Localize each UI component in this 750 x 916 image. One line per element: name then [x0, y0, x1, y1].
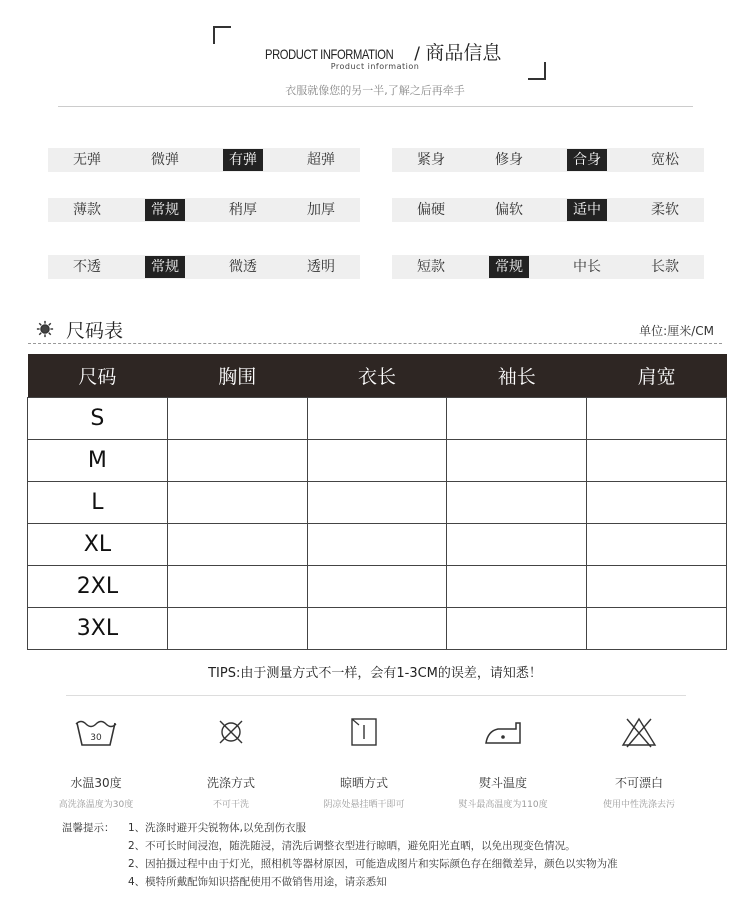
header-divider	[58, 106, 693, 107]
size-value-cell	[587, 523, 727, 565]
attribute-option-selected	[204, 148, 282, 172]
attribute-option	[470, 148, 548, 172]
no-tumble-dry-icon	[214, 712, 248, 752]
size-value-cell	[447, 397, 587, 439]
attribute-option-label: 长款	[651, 259, 679, 275]
attribute-option	[392, 198, 470, 222]
attribute-option	[626, 255, 704, 279]
attribute-option-label: 偏硬	[417, 202, 445, 218]
size-value-cell	[167, 565, 307, 607]
attribute-option-selected	[548, 148, 626, 172]
size-value-cell	[307, 523, 447, 565]
size-value-cell	[447, 523, 587, 565]
size-table-header-cell: 胸围	[167, 354, 307, 397]
size-value-cell	[167, 397, 307, 439]
size-table-header-cell: 尺码	[28, 354, 168, 397]
attribute-option-label: 稍厚	[229, 202, 257, 218]
size-value-cell	[167, 607, 307, 649]
size-value-cell	[307, 565, 447, 607]
size-value-cell	[167, 481, 307, 523]
care-sub: 高洗涤温度为30度	[58, 800, 134, 810]
attribute-option	[548, 255, 626, 279]
care-label: 晾晒方式	[339, 776, 388, 790]
size-value-cell	[587, 439, 727, 481]
attribute-option-label: 常规	[489, 256, 529, 278]
attribute-option	[282, 198, 360, 222]
size-table-header-cell: 衣长	[307, 354, 447, 397]
care-item-wash	[31, 712, 161, 810]
title-english: PRODUCT INFORMATION	[264, 46, 393, 62]
attribute-option	[282, 255, 360, 279]
tips-divider	[66, 695, 686, 696]
attribute-option-label: 修身	[495, 152, 523, 168]
attribute-row	[48, 148, 360, 172]
size-value-cell	[307, 481, 447, 523]
size-value-cell	[307, 397, 447, 439]
size-table-row	[28, 439, 727, 481]
attribute-option-label: 短款	[417, 259, 445, 275]
attribute-option-label: 超弹	[307, 152, 335, 168]
attribute-option-label: 偏软	[495, 202, 523, 218]
note-item: 1、洗涤时避开尖锐物体,以免刮伤衣服	[128, 822, 307, 834]
attribute-option-label: 常规	[145, 256, 185, 278]
attribute-option-label: 合身	[567, 149, 607, 171]
attribute-option	[392, 148, 470, 172]
attribute-option	[392, 255, 470, 279]
size-table-header-cell: 袖长	[447, 354, 587, 397]
attribute-option-label: 无弹	[73, 152, 101, 168]
size-value-cell	[167, 439, 307, 481]
attribute-option-label: 薄款	[73, 202, 101, 218]
care-sub: 使用中性洗涤去污	[602, 800, 675, 810]
attribute-option	[126, 148, 204, 172]
attribute-option-label: 宽松	[651, 152, 679, 168]
size-value-cell	[447, 565, 587, 607]
section-header-title	[0, 38, 750, 65]
size-table-row	[28, 523, 727, 565]
size-value-cell	[587, 565, 727, 607]
care-sub: 不可干洗	[212, 800, 249, 810]
size-table-row	[28, 607, 727, 649]
attribute-option-label: 常规	[145, 199, 185, 221]
header-tagline: 衣服就像您的另一半,了解之后再牵手	[285, 84, 465, 97]
attribute-option-label: 透明	[307, 259, 335, 275]
wash-temperature-text: 30	[90, 733, 102, 743]
attribute-option	[470, 198, 548, 222]
size-value-cell	[587, 607, 727, 649]
attribute-row	[392, 198, 704, 222]
notes-label: 温馨提示：	[62, 822, 115, 834]
attribute-row	[48, 255, 360, 279]
attribute-option	[204, 255, 282, 279]
attribute-option	[204, 198, 282, 222]
care-label: 水温30度	[70, 776, 122, 790]
attribute-option-label: 柔软	[651, 202, 679, 218]
size-value-cell	[447, 607, 587, 649]
care-item-iron	[438, 712, 568, 810]
size-table-row	[28, 397, 727, 439]
attribute-row	[392, 255, 704, 279]
size-table-unit: 单位:厘米/CM	[639, 324, 714, 338]
wash-30-icon	[74, 712, 118, 752]
attribute-option-label: 有弹	[223, 149, 263, 171]
care-item-bleach	[574, 712, 704, 810]
care-sub: 阴凉处悬挂晒干即可	[323, 800, 405, 810]
size-value-cell	[167, 523, 307, 565]
attribute-option-selected	[126, 198, 204, 222]
size-label-cell: XL	[28, 523, 168, 565]
attribute-option-label: 微透	[229, 259, 257, 275]
tips-text: TIPS:由于测量方式不一样，会有1-3CM的误差，请知悉！	[208, 666, 542, 681]
attribute-option	[626, 148, 704, 172]
attribute-option	[282, 148, 360, 172]
attribute-row	[48, 198, 360, 222]
size-label-cell: M	[28, 439, 168, 481]
size-value-cell	[587, 397, 727, 439]
care-label: 洗涤方式	[206, 776, 255, 790]
attribute-row	[392, 148, 704, 172]
size-label-cell: S	[28, 397, 168, 439]
size-label-cell: L	[28, 481, 168, 523]
size-value-cell	[447, 439, 587, 481]
care-label: 不可漂白	[614, 776, 663, 790]
attribute-option-label: 加厚	[307, 202, 335, 218]
size-table-title: 尺码表	[66, 320, 124, 342]
iron-icon	[480, 712, 526, 752]
attribute-option	[626, 198, 704, 222]
attribute-option-selected	[126, 255, 204, 279]
attribute-option-label: 紧身	[417, 152, 445, 168]
line-dry-icon	[347, 712, 381, 752]
size-table	[27, 354, 727, 650]
size-table-header	[28, 354, 727, 397]
size-value-cell	[307, 439, 447, 481]
size-label-cell: 3XL	[28, 607, 168, 649]
attribute-option-label: 中长	[573, 259, 601, 275]
care-label: 熨斗温度	[478, 776, 527, 790]
size-table-row	[28, 565, 727, 607]
note-item: 4、模特所戴配饰知识搭配使用不做销售用途，请亲悉知	[128, 876, 387, 888]
care-item-wash-method	[166, 712, 296, 810]
sun-gear-icon	[36, 320, 54, 338]
attribute-option-selected	[470, 255, 548, 279]
size-label-cell: 2XL	[28, 565, 168, 607]
attribute-option-selected	[548, 198, 626, 222]
attribute-option	[48, 255, 126, 279]
size-table-row	[28, 481, 727, 523]
title-separator: /	[414, 44, 421, 64]
header-subtitle: Product information	[330, 62, 420, 71]
attribute-option-label: 适中	[567, 199, 607, 221]
title-chinese: 商品信息	[425, 42, 502, 64]
note-item: 2、不可长时间浸泡，随洗随浸，清洗后调整衣型进行晾晒，避免阳光直晒，以免出现变色情况。	[128, 840, 576, 852]
attribute-option	[48, 148, 126, 172]
size-value-cell	[587, 481, 727, 523]
care-sub: 熨斗最高温度为110度	[458, 800, 548, 810]
attribute-option-label: 微弹	[151, 152, 179, 168]
size-value-cell	[307, 607, 447, 649]
note-item: 2、因拍摄过程中由于灯光，照相机等器材原因，可能造成图片和实际颜色存在细微差异，颜色以实物为准	[128, 858, 618, 870]
no-bleach-icon	[619, 712, 659, 752]
size-table-header-cell: 肩宽	[587, 354, 727, 397]
care-item-dry	[299, 712, 429, 810]
attribute-option	[48, 198, 126, 222]
attribute-option-label: 不透	[73, 259, 101, 275]
size-table-divider	[28, 343, 722, 344]
size-value-cell	[447, 481, 587, 523]
